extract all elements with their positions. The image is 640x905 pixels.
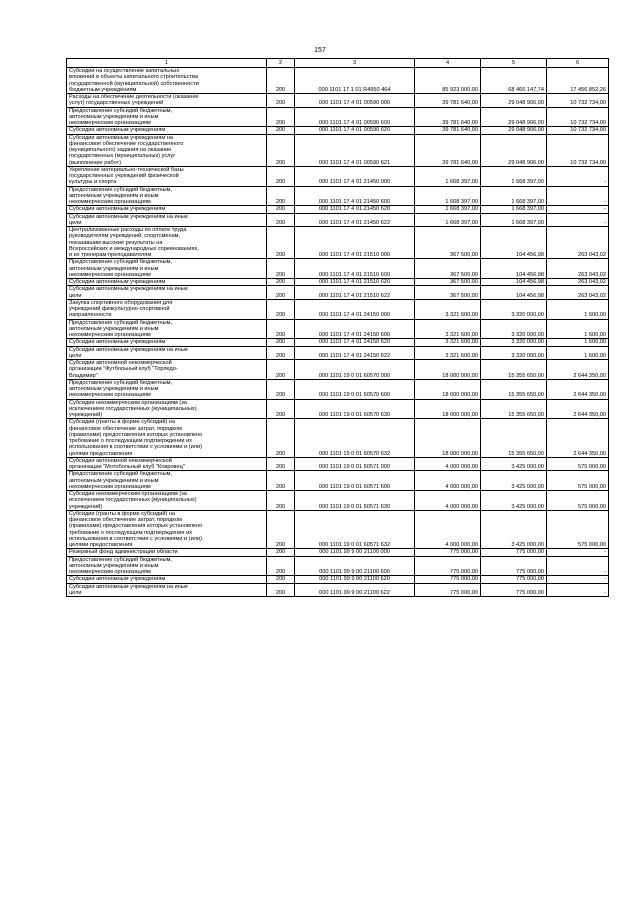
- row-approved-amount-cell: 39 781 640,00: [415, 107, 481, 127]
- row-classification-code-cell: 000 1101 17 4 01 21510 620: [295, 279, 415, 286]
- row-unexecuted-amount-cell: -: [547, 583, 609, 597]
- row-classification-code-cell: 000 1101 17 1 01 R4950 464: [295, 68, 415, 94]
- table-row: [67, 549, 609, 556]
- table-row: [67, 134, 609, 166]
- row-grbs-code-cell: 200: [267, 457, 295, 471]
- row-unexecuted-amount-cell: 10 732 734,00: [547, 107, 609, 127]
- row-approved-amount-cell: 367 500,00: [415, 279, 481, 286]
- row-approved-amount-cell: 367 500,00: [415, 259, 481, 279]
- row-approved-amount-cell: 18 000 000,00: [415, 419, 481, 458]
- table-row: [67, 127, 609, 134]
- row-approved-amount-cell: 4 000 000,00: [415, 471, 481, 491]
- row-approved-amount-cell: 367 500,00: [415, 227, 481, 259]
- row-unexecuted-amount-cell: 1 600,00: [547, 339, 609, 346]
- row-name-cell: Субсидии (гранты в форме субсидий) на финансовое обеспечение затрат, порядком (правилами) предоставления которых установлено требование о последующем подтверждении их использования в соответствии с условиями и (или) целями предоставления: [67, 419, 267, 458]
- table-row: [67, 457, 609, 471]
- row-name-cell: Предоставление субсидий бюджетным, автономным учреждениям и иным некоммерческим организациям: [67, 186, 267, 206]
- row-classification-code-cell: 000 1101 99 9 00 21100 600: [295, 556, 415, 576]
- row-grbs-code-cell: 200: [267, 259, 295, 279]
- row-unexecuted-amount-cell: 1 600,00: [547, 346, 609, 360]
- row-classification-code-cell: 000 1101 17 4 01 24150 000: [295, 299, 415, 319]
- row-grbs-code-cell: 200: [267, 206, 295, 213]
- row-grbs-code-cell: 200: [267, 94, 295, 108]
- row-name-cell: Субсидии автономным учреждениям: [67, 206, 267, 213]
- row-grbs-code-cell: 200: [267, 556, 295, 576]
- table-row: [67, 510, 609, 549]
- column-header-4: 4: [415, 59, 481, 68]
- row-classification-code-cell: 000 1101 17 4 01 21450 620: [295, 206, 415, 213]
- row-grbs-code-cell: 200: [267, 134, 295, 166]
- row-name-cell: Субсидии автономным учреждениям на иные цели: [67, 286, 267, 300]
- table-row: [67, 576, 609, 583]
- row-executed-amount-cell: 1 668 397,00: [481, 166, 547, 186]
- row-grbs-code-cell: 200: [267, 471, 295, 491]
- row-unexecuted-amount-cell: -: [547, 213, 609, 227]
- row-approved-amount-cell: 367 500,00: [415, 286, 481, 300]
- row-approved-amount-cell: 85 923 000,00: [415, 68, 481, 94]
- row-name-cell: Субсидии автономным учреждениям на финансовое обеспечение государственного (муниципального) задания на оказание государственных (муниципальных) услуг (выполнение работ): [67, 134, 267, 166]
- column-header-5: 5: [481, 59, 547, 68]
- row-name-cell: Предоставление субсидий бюджетным, автономным учреждениям и иным некоммерческим организациям: [67, 107, 267, 127]
- row-name-cell: Предоставление субсидий бюджетным, автономным учреждениям и иным некоммерческим организациям: [67, 379, 267, 399]
- row-name-cell: Субсидии автономным учреждениям: [67, 279, 267, 286]
- table-row: [67, 94, 609, 108]
- table-row: [67, 491, 609, 511]
- row-approved-amount-cell: 4 000 000,00: [415, 457, 481, 471]
- budget-execution-table: [66, 58, 609, 597]
- row-grbs-code-cell: 200: [267, 68, 295, 94]
- row-name-cell: Субсидии автономной некоммерческой организации "Футбольный клуб "Торпедо- Владимир": [67, 360, 267, 380]
- row-executed-amount-cell: 3 320 000,00: [481, 339, 547, 346]
- row-name-cell: Субсидии на осуществление капитальных вложений в объекты капитального строительства государственной (муниципальной) собственности бюджетным учреждениям: [67, 68, 267, 94]
- row-approved-amount-cell: 18 000 000,00: [415, 379, 481, 399]
- row-grbs-code-cell: 200: [267, 583, 295, 597]
- row-name-cell: Укрепление материально-технической базы государственных учреждений физической культуры и спорта: [67, 166, 267, 186]
- row-unexecuted-amount-cell: -: [547, 556, 609, 576]
- row-unexecuted-amount-cell: 263 043,02: [547, 279, 609, 286]
- row-classification-code-cell: 000 1101 99 9 00 21100 000: [295, 549, 415, 556]
- row-grbs-code-cell: 200: [267, 549, 295, 556]
- row-classification-code-cell: 000 1101 19 0 01 60570 630: [295, 399, 415, 419]
- row-name-cell: Субсидии некоммерческим организациям (за исключением государственных (муниципальных) учреждений): [67, 399, 267, 419]
- table-row: [67, 299, 609, 319]
- row-unexecuted-amount-cell: -: [547, 166, 609, 186]
- row-classification-code-cell: 000 1101 17 4 01 21510 000: [295, 227, 415, 259]
- row-classification-code-cell: 000 1101 99 9 00 21100 620: [295, 576, 415, 583]
- table-row: [67, 68, 609, 94]
- row-unexecuted-amount-cell: 1 600,00: [547, 319, 609, 339]
- row-classification-code-cell: 000 1101 19 0 01 60571 600: [295, 471, 415, 491]
- table-row: [67, 379, 609, 399]
- table-body: [67, 68, 609, 597]
- row-executed-amount-cell: 3 320 000,00: [481, 299, 547, 319]
- table-row: [67, 166, 609, 186]
- row-executed-amount-cell: 775 000,00: [481, 583, 547, 597]
- row-classification-code-cell: 000 1101 19 0 01 60570 600: [295, 379, 415, 399]
- row-unexecuted-amount-cell: 575 000,00: [547, 491, 609, 511]
- row-unexecuted-amount-cell: 263 043,02: [547, 259, 609, 279]
- row-grbs-code-cell: 200: [267, 166, 295, 186]
- row-grbs-code-cell: 200: [267, 419, 295, 458]
- row-name-cell: Субсидии автономным учреждениям: [67, 576, 267, 583]
- row-approved-amount-cell: 4 000 000,00: [415, 510, 481, 549]
- row-unexecuted-amount-cell: 575 000,00: [547, 471, 609, 491]
- column-header-3: 3: [295, 59, 415, 68]
- row-grbs-code-cell: 200: [267, 399, 295, 419]
- row-name-cell: Субсидии автономным учреждениям: [67, 339, 267, 346]
- column-header-2: 2: [267, 59, 295, 68]
- table-row: [67, 319, 609, 339]
- row-classification-code-cell: 000 1101 99 9 00 21100 622: [295, 583, 415, 597]
- row-approved-amount-cell: 18 000 000,00: [415, 399, 481, 419]
- row-unexecuted-amount-cell: -: [547, 576, 609, 583]
- row-name-cell: Предоставление субсидий бюджетным, автономным учреждениям и иным некоммерческим организациям: [67, 319, 267, 339]
- row-unexecuted-amount-cell: 575 000,00: [547, 510, 609, 549]
- row-classification-code-cell: 000 1101 19 0 01 60571 630: [295, 491, 415, 511]
- row-unexecuted-amount-cell: 17 456 852,26: [547, 68, 609, 94]
- table-row: [67, 206, 609, 213]
- row-executed-amount-cell: 104 456,98: [481, 279, 547, 286]
- row-approved-amount-cell: 4 000 000,00: [415, 491, 481, 511]
- row-name-cell: Субсидии (гранты в форме субсидий) на финансовое обеспечение затрат, порядком (правилами) предоставления которых установлено требование о последующем подтверждении их использования в соответствии с условиями и (или) целями предоставления: [67, 510, 267, 549]
- row-executed-amount-cell: 15 355 650,00: [481, 360, 547, 380]
- row-name-cell: Субсидии автономным учреждениям на иные цели: [67, 213, 267, 227]
- row-classification-code-cell: 000 1101 17 4 01 21510 622: [295, 286, 415, 300]
- row-executed-amount-cell: 15 355 650,00: [481, 399, 547, 419]
- row-approved-amount-cell: 39 781 640,00: [415, 94, 481, 108]
- row-unexecuted-amount-cell: 575 000,00: [547, 457, 609, 471]
- row-grbs-code-cell: 200: [267, 279, 295, 286]
- table-row: [67, 339, 609, 346]
- table-row: [67, 556, 609, 576]
- row-name-cell: Субсидии автономным учреждениям: [67, 127, 267, 134]
- row-executed-amount-cell: 15 355 650,00: [481, 379, 547, 399]
- row-unexecuted-amount-cell: -: [547, 549, 609, 556]
- row-executed-amount-cell: 15 355 650,00: [481, 419, 547, 458]
- row-executed-amount-cell: 29 048 906,00: [481, 94, 547, 108]
- column-header-6: 6: [547, 59, 609, 68]
- row-approved-amount-cell: 3 321 600,00: [415, 319, 481, 339]
- row-unexecuted-amount-cell: -: [547, 186, 609, 206]
- row-executed-amount-cell: 3 425 000,00: [481, 491, 547, 511]
- row-unexecuted-amount-cell: 2 644 350,00: [547, 360, 609, 380]
- table-row: [67, 471, 609, 491]
- row-classification-code-cell: 000 1101 17 4 01 00590 620: [295, 127, 415, 134]
- table-row: [67, 360, 609, 380]
- row-grbs-code-cell: 200: [267, 186, 295, 206]
- row-approved-amount-cell: 1 668 397,00: [415, 186, 481, 206]
- row-executed-amount-cell: 104 456,98: [481, 227, 547, 259]
- row-grbs-code-cell: 200: [267, 127, 295, 134]
- row-unexecuted-amount-cell: 10 732 734,00: [547, 94, 609, 108]
- row-executed-amount-cell: 104 456,98: [481, 286, 547, 300]
- page-number: 157: [314, 47, 326, 54]
- row-unexecuted-amount-cell: 2 644 350,00: [547, 419, 609, 458]
- row-executed-amount-cell: 1 668 397,00: [481, 186, 547, 206]
- row-classification-code-cell: 000 1101 17 4 01 00590 621: [295, 134, 415, 166]
- row-approved-amount-cell: 775 000,00: [415, 583, 481, 597]
- row-executed-amount-cell: 3 425 000,00: [481, 471, 547, 491]
- row-grbs-code-cell: 200: [267, 227, 295, 259]
- row-executed-amount-cell: 3 320 000,00: [481, 346, 547, 360]
- row-approved-amount-cell: 1 668 397,00: [415, 213, 481, 227]
- row-name-cell: Предоставление субсидий бюджетным, автономным учреждениям и иным некоммерческим организациям: [67, 471, 267, 491]
- row-approved-amount-cell: 39 781 640,00: [415, 127, 481, 134]
- row-classification-code-cell: 000 1101 19 0 01 60571 000: [295, 457, 415, 471]
- row-approved-amount-cell: 3 321 600,00: [415, 346, 481, 360]
- row-grbs-code-cell: 200: [267, 339, 295, 346]
- row-approved-amount-cell: 1 668 397,00: [415, 206, 481, 213]
- row-unexecuted-amount-cell: -: [547, 206, 609, 213]
- table-row: [67, 346, 609, 360]
- row-unexecuted-amount-cell: 10 732 734,00: [547, 127, 609, 134]
- table-row: [67, 186, 609, 206]
- row-grbs-code-cell: 200: [267, 299, 295, 319]
- row-classification-code-cell: 000 1101 19 0 01 60570 000: [295, 360, 415, 380]
- row-classification-code-cell: 000 1101 17 4 01 00590 000: [295, 94, 415, 108]
- row-unexecuted-amount-cell: 2 644 350,00: [547, 379, 609, 399]
- row-grbs-code-cell: 200: [267, 491, 295, 511]
- row-executed-amount-cell: 29 048 906,00: [481, 107, 547, 127]
- table-row: [67, 227, 609, 259]
- row-executed-amount-cell: 29 048 906,00: [481, 134, 547, 166]
- row-executed-amount-cell: 3 425 000,00: [481, 457, 547, 471]
- row-executed-amount-cell: 29 048 906,00: [481, 127, 547, 134]
- row-approved-amount-cell: 3 321 600,00: [415, 299, 481, 319]
- row-executed-amount-cell: 1 668 397,00: [481, 206, 547, 213]
- row-classification-code-cell: 000 1101 17 4 01 24150 622: [295, 346, 415, 360]
- row-classification-code-cell: 000 1101 19 0 01 60571 632: [295, 510, 415, 549]
- row-executed-amount-cell: 775 000,00: [481, 556, 547, 576]
- row-grbs-code-cell: 200: [267, 346, 295, 360]
- row-unexecuted-amount-cell: 263 043,02: [547, 286, 609, 300]
- table-row: [67, 286, 609, 300]
- row-approved-amount-cell: 1 668 397,00: [415, 166, 481, 186]
- row-name-cell: Резервный фонд администрации области: [67, 549, 267, 556]
- column-header-1: 1: [67, 59, 267, 68]
- column-number-row: [67, 59, 609, 68]
- table-row: [67, 419, 609, 458]
- row-grbs-code-cell: 200: [267, 286, 295, 300]
- row-grbs-code-cell: 200: [267, 360, 295, 380]
- row-executed-amount-cell: 3 425 000,00: [481, 510, 547, 549]
- table-row: [67, 583, 609, 597]
- row-executed-amount-cell: 775 000,00: [481, 549, 547, 556]
- row-name-cell: Предоставление субсидий бюджетным, автономным учреждениям и иным некоммерческим организациям: [67, 556, 267, 576]
- row-classification-code-cell: 000 1101 17 4 01 21450 000: [295, 166, 415, 186]
- row-executed-amount-cell: 104 456,98: [481, 259, 547, 279]
- row-classification-code-cell: 000 1101 17 4 01 21450 600: [295, 186, 415, 206]
- row-executed-amount-cell: 3 320 000,00: [481, 319, 547, 339]
- row-grbs-code-cell: 200: [267, 510, 295, 549]
- table-row: [67, 259, 609, 279]
- row-name-cell: Субсидии автономной некоммерческой организации "Мотобольный клуб "Ковровец": [67, 457, 267, 471]
- row-name-cell: Субсидии автономным учреждениям на иные цели: [67, 583, 267, 597]
- row-executed-amount-cell: 775 000,00: [481, 576, 547, 583]
- row-classification-code-cell: 000 1101 17 4 01 21510 600: [295, 259, 415, 279]
- row-classification-code-cell: 000 1101 19 0 01 60570 632: [295, 419, 415, 458]
- row-unexecuted-amount-cell: 10 732 734,00: [547, 134, 609, 166]
- row-approved-amount-cell: 775 000,00: [415, 576, 481, 583]
- row-classification-code-cell: 000 1101 17 4 01 21450 622: [295, 213, 415, 227]
- table-row: [67, 279, 609, 286]
- row-grbs-code-cell: 200: [267, 379, 295, 399]
- table-row: [67, 399, 609, 419]
- row-unexecuted-amount-cell: 2 644 350,00: [547, 399, 609, 419]
- row-name-cell: Централизованные расходы по оплате труда руководителям учреждений, спортсменам, показавшим высокие результаты на Всероссийских и международных соревнованиях, и их тренерам-преподавателям: [67, 227, 267, 259]
- row-approved-amount-cell: 775 000,00: [415, 556, 481, 576]
- row-classification-code-cell: 000 1101 17 4 01 24150 600: [295, 319, 415, 339]
- row-approved-amount-cell: 775 000,00: [415, 549, 481, 556]
- row-executed-amount-cell: 1 668 397,00: [481, 213, 547, 227]
- row-name-cell: Предоставление субсидий бюджетным, автономным учреждениям и иным некоммерческим организациям: [67, 259, 267, 279]
- table-row: [67, 107, 609, 127]
- row-approved-amount-cell: 39 781 640,00: [415, 134, 481, 166]
- row-approved-amount-cell: 18 000 000,00: [415, 360, 481, 380]
- row-grbs-code-cell: 200: [267, 213, 295, 227]
- row-name-cell: Субсидии автономным учреждениям на иные цели: [67, 346, 267, 360]
- row-grbs-code-cell: 200: [267, 576, 295, 583]
- row-executed-amount-cell: 68 466 147,74: [481, 68, 547, 94]
- row-unexecuted-amount-cell: 263 043,02: [547, 227, 609, 259]
- table-row: [67, 213, 609, 227]
- row-classification-code-cell: 000 1101 17 4 01 24150 620: [295, 339, 415, 346]
- row-approved-amount-cell: 3 321 600,00: [415, 339, 481, 346]
- row-name-cell: Субсидии некоммерческим организациям (за исключением государственных (муниципальных) учреждений): [67, 491, 267, 511]
- row-unexecuted-amount-cell: 1 600,00: [547, 299, 609, 319]
- row-name-cell: Расходы на обеспечение деятельности (оказание услуг) государственных учреждений: [67, 94, 267, 108]
- row-grbs-code-cell: 200: [267, 107, 295, 127]
- row-classification-code-cell: 000 1101 17 4 01 00590 600: [295, 107, 415, 127]
- row-name-cell: Закупка спортивного оборудования для учреждений физкультурно-спортивной направленности: [67, 299, 267, 319]
- row-grbs-code-cell: 200: [267, 319, 295, 339]
